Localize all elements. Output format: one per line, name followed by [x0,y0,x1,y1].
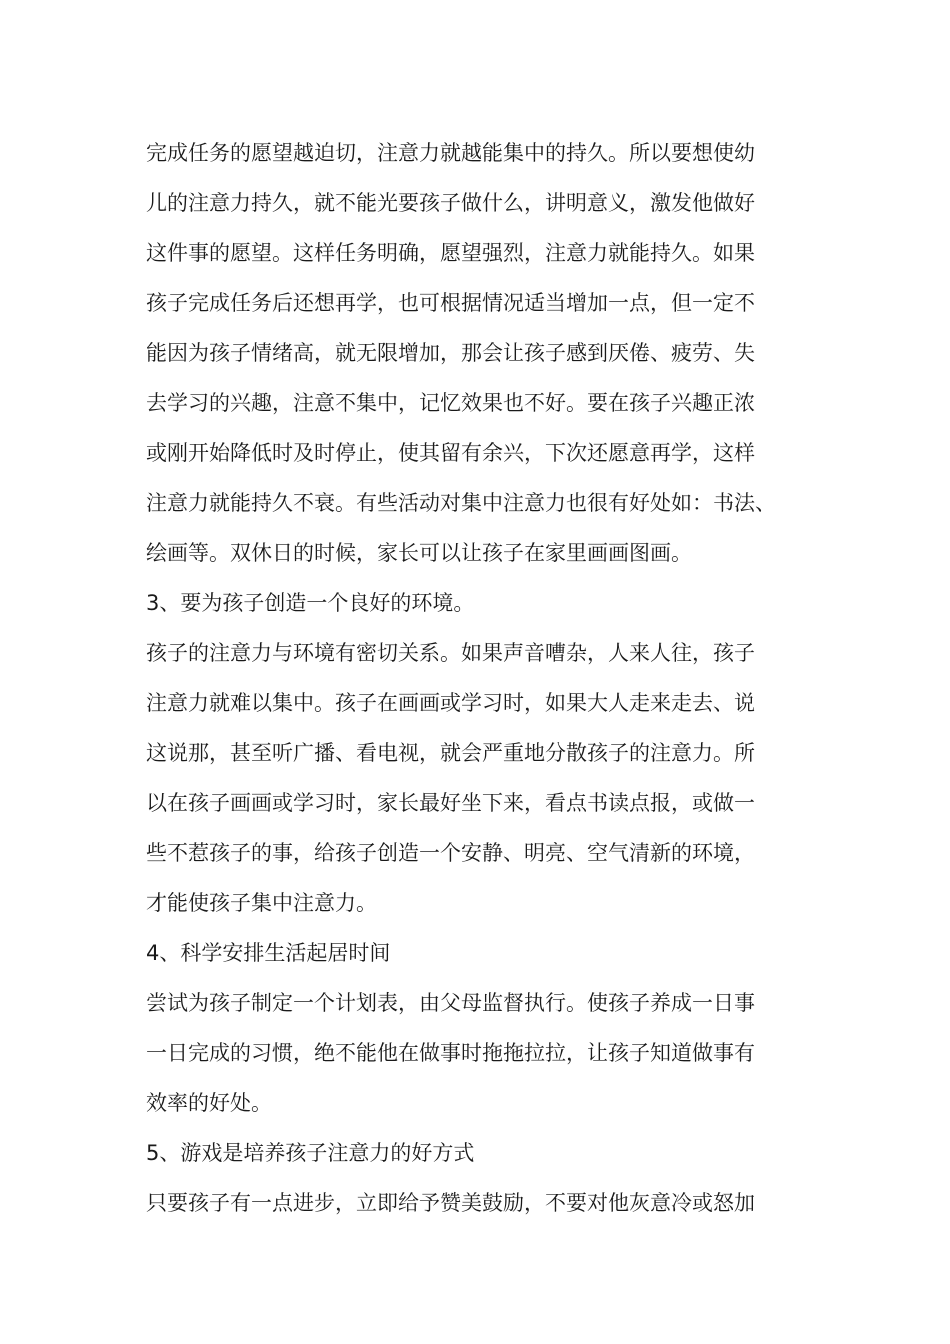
text-line: 孩子完成任务后还想再学，也可根据情况适当增加一点，但一定不 [146,291,755,315]
document-body [146,128,846,1228]
text-line: 注意力就难以集中。孩子在画画或学习时，如果大人走来走去、说 [146,691,755,715]
text-line: 效率的好处。 [146,1091,272,1115]
text-line: 一日完成的习惯，绝不能他在做事时拖拖拉拉，让孩子知道做事有 [146,1041,755,1065]
text-line: 孩子的注意力与环境有密切关系。如果声音嘈杂，人来人往，孩子 [146,641,755,665]
text-line: 儿的注意力持久，就不能光要孩子做什么，讲明意义，激发他做好 [146,191,755,215]
text-line: 注意力就能持久不衰。有些活动对集中注意力也很有好处如：书法、 [146,491,776,515]
section-heading: 3、要为孩子创造一个良好的环境。 [146,591,475,615]
text-line: 只要孩子有一点进步，立即给予赞美鼓励，不要对他灰意冷或怒加 [146,1191,755,1215]
text-line: 尝试为孩子制定一个计划表，由父母监督执行。使孩子养成一日事 [146,991,755,1015]
text-line: 这说那，甚至听广播、看电视，就会严重地分散孩子的注意力。所 [146,741,755,765]
text-line: 才能使孩子集中注意力。 [146,891,377,915]
text-line: 些不惹孩子的事，给孩子创造一个安静、明亮、空气清新的环境， [146,841,755,865]
text-line: 或刚开始降低时及时停止，使其留有余兴，下次还愿意再学，这样 [146,441,755,465]
section-heading: 5、游戏是培养孩子注意力的好方式 [146,1141,475,1165]
text-line: 这件事的愿望。这样任务明确，愿望强烈，注意力就能持久。如果 [146,241,755,265]
text-line: 绘画等。双休日的时候，家长可以让孩子在家里画画图画。 [146,541,692,565]
text-line: 以在孩子画画或学习时，家长最好坐下来，看点书读点报，或做一 [146,791,755,815]
text-line: 完成任务的愿望越迫切，注意力就越能集中的持久。所以要想使幼 [146,141,755,165]
text-line: 能因为孩子情绪高，就无限增加，那会让孩子感到厌倦、疲劳、失 [146,341,755,365]
section-heading: 4、科学安排生活起居时间 [146,941,391,965]
text-line: 去学习的兴趣，注意不集中，记忆效果也不好。要在孩子兴趣正浓 [146,391,755,415]
